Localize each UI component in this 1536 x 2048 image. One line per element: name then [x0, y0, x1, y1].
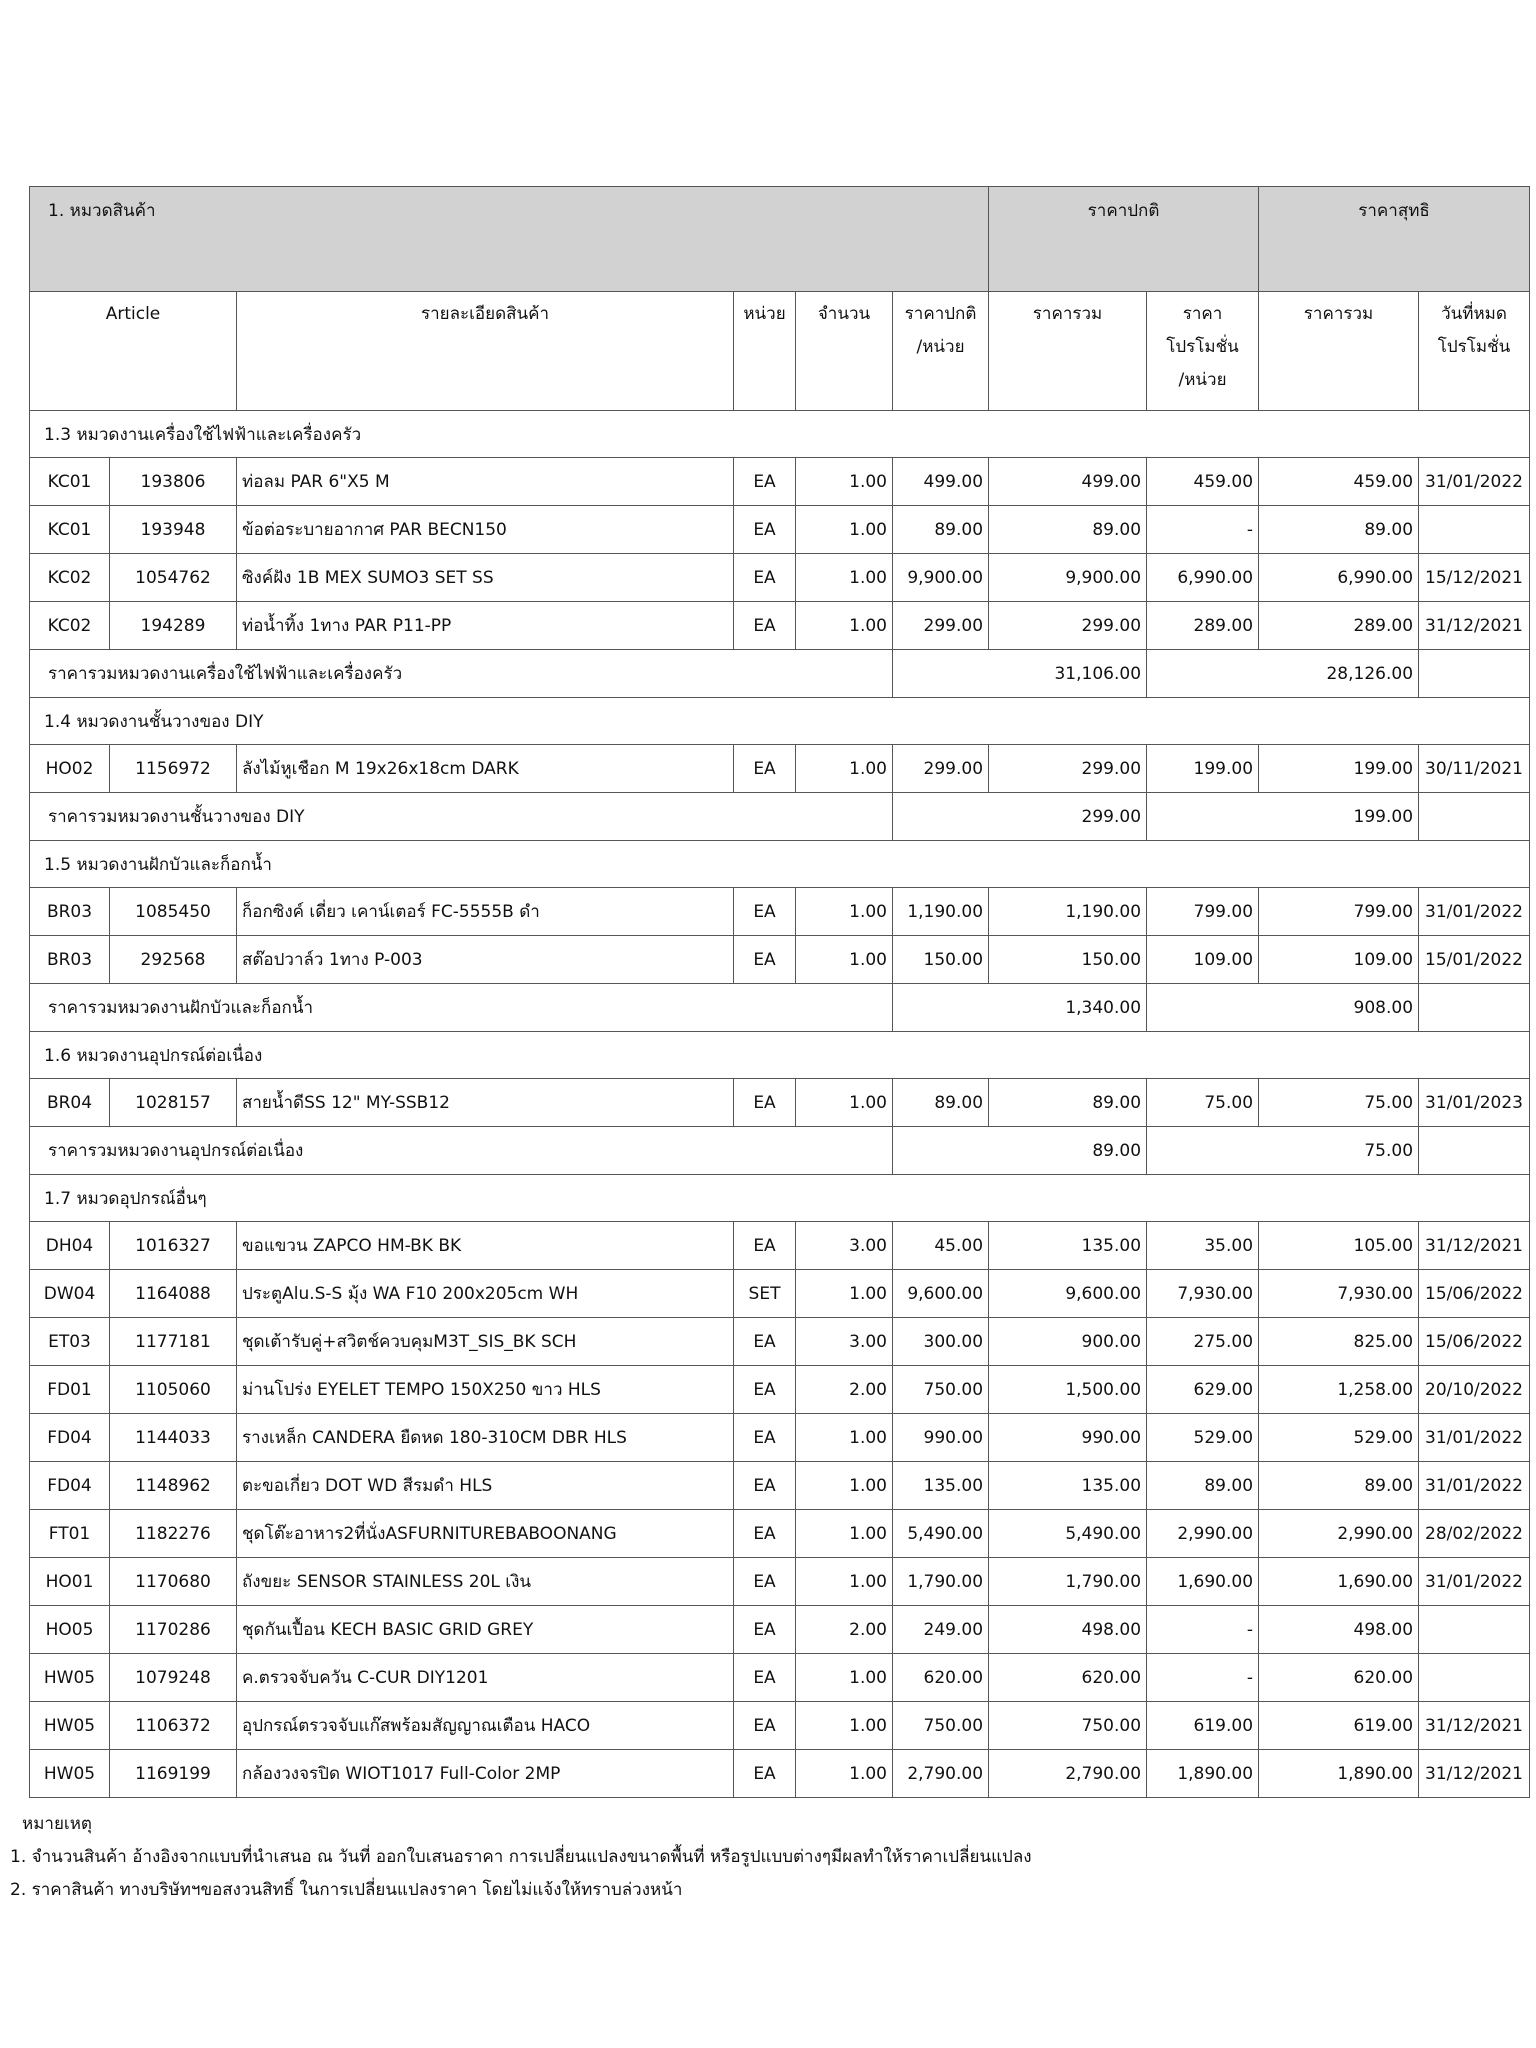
item-article: 1028157: [110, 1079, 237, 1127]
item-qty: 3.00: [796, 1222, 893, 1270]
category-title: 1.7 หมวดอุปกรณ์อื่นๆ: [30, 1175, 1530, 1222]
item-unit: EA: [734, 1222, 796, 1270]
item-unit-price: 990.00: [893, 1414, 989, 1462]
category-row: [30, 1032, 1530, 1079]
item-unit: EA: [734, 1079, 796, 1127]
item-unit: EA: [734, 936, 796, 984]
item-promo-end-date: 31/12/2021: [1419, 602, 1530, 650]
item-qty: 1.00: [796, 1702, 893, 1750]
item-unit-price: 2,790.00: [893, 1750, 989, 1798]
item-description: ท่อลม PAR 6"X5 M: [237, 458, 734, 506]
item-promo-end-date: 31/01/2022: [1419, 1414, 1530, 1462]
item-total: 1,190.00: [989, 888, 1147, 936]
item-total: 299.00: [989, 745, 1147, 793]
category-title: 1.5 หมวดงานฝักบัวและก็อกน้ำ: [30, 841, 1530, 888]
item-promo-end-date: 31/12/2021: [1419, 1222, 1530, 1270]
item-qty: 1.00: [796, 458, 893, 506]
subtotal-normal: 299.00: [893, 793, 1147, 841]
category-row: [30, 698, 1530, 745]
item-code: KC01: [30, 506, 110, 554]
item-qty: 1.00: [796, 1510, 893, 1558]
table-row: [30, 1654, 1530, 1702]
item-promo-end-date: 20/10/2022: [1419, 1366, 1530, 1414]
item-unit: EA: [734, 1510, 796, 1558]
subtotal-normal: 31,106.00: [893, 650, 1147, 698]
col-header-promo-end-date-line: โปรโมชั่น: [1437, 337, 1511, 357]
item-unit-price: 9,600.00: [893, 1270, 989, 1318]
item-promo-price: 289.00: [1147, 602, 1259, 650]
item-unit: EA: [734, 458, 796, 506]
item-qty: 1.00: [796, 1079, 893, 1127]
item-total: 5,490.00: [989, 1510, 1147, 1558]
subtotal-net: 28,126.00: [1147, 650, 1419, 698]
item-promo-price: 459.00: [1147, 458, 1259, 506]
item-qty: 1.00: [796, 554, 893, 602]
category-row: [30, 1175, 1530, 1222]
item-total: 89.00: [989, 1079, 1147, 1127]
subtotal-label: ราคารวมหมวดงานอุปกรณ์ต่อเนื่อง: [30, 1127, 893, 1175]
item-net-total: 199.00: [1259, 745, 1419, 793]
subtotal-row: [30, 1127, 1530, 1175]
item-total: 498.00: [989, 1606, 1147, 1654]
col-header-unit: หน่วย: [734, 292, 796, 411]
item-promo-end-date: 31/01/2022: [1419, 1462, 1530, 1510]
item-unit: EA: [734, 506, 796, 554]
item-unit: EA: [734, 1750, 796, 1798]
subtotal-label: ราคารวมหมวดงานเครื่องใช้ไฟฟ้าและเครื่องครัว: [30, 650, 893, 698]
subtotal-empty: [1419, 650, 1530, 698]
item-promo-price: 6,990.00: [1147, 554, 1259, 602]
item-unit-price: 299.00: [893, 602, 989, 650]
item-article: 1105060: [110, 1366, 237, 1414]
item-article: 1079248: [110, 1654, 237, 1702]
item-qty: 1.00: [796, 1654, 893, 1702]
table-row: [30, 554, 1530, 602]
subtotal-net: 199.00: [1147, 793, 1419, 841]
item-article: 1164088: [110, 1270, 237, 1318]
item-net-total: 529.00: [1259, 1414, 1419, 1462]
item-description: ข้อต่อระบายอากาศ PAR BECN150: [237, 506, 734, 554]
item-promo-price: 629.00: [1147, 1366, 1259, 1414]
item-promo-end-date: 15/12/2021: [1419, 554, 1530, 602]
net-price-group-header: ราคาสุทธิ: [1259, 187, 1530, 292]
group-header-row: [30, 187, 1530, 292]
item-promo-end-date: 31/01/2022: [1419, 888, 1530, 936]
table-row: [30, 1366, 1530, 1414]
col-header-promo-unit-price: [1147, 292, 1259, 411]
item-promo-end-date: 15/01/2022: [1419, 936, 1530, 984]
item-code: BR03: [30, 936, 110, 984]
subtotal-label: ราคารวมหมวดงานชั้นวางของ DIY: [30, 793, 893, 841]
item-code: KC01: [30, 458, 110, 506]
item-unit-price: 499.00: [893, 458, 989, 506]
col-header-promo-end-date-line: วันที่หมด: [1441, 304, 1507, 324]
item-qty: 1.00: [796, 745, 893, 793]
table-row: [30, 1222, 1530, 1270]
item-promo-price: 275.00: [1147, 1318, 1259, 1366]
item-description: ซิงค์ฝัง 1B MEX SUMO3 SET SS: [237, 554, 734, 602]
item-promo-end-date: 15/06/2022: [1419, 1270, 1530, 1318]
item-article: 1085450: [110, 888, 237, 936]
item-description: ชุดเต้ารับคู่+สวิตช์ควบคุมM3T_SIS_BK SCH: [237, 1318, 734, 1366]
item-article: 1170680: [110, 1558, 237, 1606]
item-promo-price: 1,890.00: [1147, 1750, 1259, 1798]
item-code: HO02: [30, 745, 110, 793]
item-description: ม่านโปร่ง EYELET TEMPO 150X250 ขาว HLS: [237, 1366, 734, 1414]
item-code: BR04: [30, 1079, 110, 1127]
item-unit-price: 249.00: [893, 1606, 989, 1654]
item-total: 89.00: [989, 506, 1147, 554]
col-header-qty: จำนวน: [796, 292, 893, 411]
item-total: 2,790.00: [989, 1750, 1147, 1798]
item-unit-price: 1,790.00: [893, 1558, 989, 1606]
item-promo-end-date: 31/12/2021: [1419, 1750, 1530, 1798]
item-unit-price: 620.00: [893, 1654, 989, 1702]
item-unit: EA: [734, 1366, 796, 1414]
item-total: 135.00: [989, 1462, 1147, 1510]
item-promo-end-date: 31/12/2021: [1419, 1702, 1530, 1750]
item-total: 299.00: [989, 602, 1147, 650]
item-description: ประตูAlu.S-S มุ้ง WA F10 200x205cm WH: [237, 1270, 734, 1318]
item-net-total: 619.00: [1259, 1702, 1419, 1750]
col-header-normal-unit-price-line: /หน่วย: [916, 337, 965, 357]
item-qty: 1.00: [796, 1750, 893, 1798]
item-unit: EA: [734, 554, 796, 602]
subtotal-empty: [1419, 793, 1530, 841]
item-total: 990.00: [989, 1414, 1147, 1462]
notes-title: หมายเหตุ: [22, 1814, 92, 1834]
col-header-promo-unit-price-line: โปรโมชั่น: [1166, 337, 1239, 357]
item-code: HW05: [30, 1750, 110, 1798]
item-qty: 2.00: [796, 1606, 893, 1654]
col-header-promo-unit-price-line: ราคา: [1182, 304, 1223, 324]
subtotal-row: [30, 984, 1530, 1032]
item-code: DW04: [30, 1270, 110, 1318]
item-code: KC02: [30, 554, 110, 602]
item-promo-price: 1,690.00: [1147, 1558, 1259, 1606]
note-line: 2. ราคาสินค้า ทางบริษัทฯขอสงวนสิทธิ์ ในการเปลี่ยนแปลงราคา โดยไม่แจ้งให้ทราบล่วงหน้า: [10, 1880, 683, 1900]
item-total: 499.00: [989, 458, 1147, 506]
item-unit-price: 89.00: [893, 1079, 989, 1127]
item-code: FT01: [30, 1510, 110, 1558]
item-description: ก็อกซิงค์ เดี่ยว เคาน์เตอร์ FC-5555B ดำ: [237, 888, 734, 936]
col-header-normal-unit-price-line: ราคาปกติ: [904, 304, 977, 324]
item-net-total: 1,890.00: [1259, 1750, 1419, 1798]
quotation-table: [29, 186, 1530, 1798]
item-article: 1106372: [110, 1702, 237, 1750]
item-code: HW05: [30, 1702, 110, 1750]
item-qty: 1.00: [796, 506, 893, 554]
item-total: 135.00: [989, 1222, 1147, 1270]
col-header-normal-total: ราคารวม: [989, 292, 1147, 411]
subtotal-normal: 89.00: [893, 1127, 1147, 1175]
item-article: 1177181: [110, 1318, 237, 1366]
subtotal-row: [30, 793, 1530, 841]
item-article: 1182276: [110, 1510, 237, 1558]
item-article: 193948: [110, 506, 237, 554]
item-promo-price: 199.00: [1147, 745, 1259, 793]
subtotal-net: 908.00: [1147, 984, 1419, 1032]
item-description: ลังไม้หูเชือก M 19x26x18cm DARK: [237, 745, 734, 793]
item-net-total: 1,690.00: [1259, 1558, 1419, 1606]
item-promo-end-date: [1419, 506, 1530, 554]
item-promo-end-date: 31/01/2022: [1419, 1558, 1530, 1606]
category-title: 1.4 หมวดงานชั้นวางของ DIY: [30, 698, 1530, 745]
item-unit-price: 45.00: [893, 1222, 989, 1270]
item-promo-price: 529.00: [1147, 1414, 1259, 1462]
item-unit-price: 299.00: [893, 745, 989, 793]
item-total: 620.00: [989, 1654, 1147, 1702]
item-unit-price: 1,190.00: [893, 888, 989, 936]
item-net-total: 109.00: [1259, 936, 1419, 984]
item-total: 1,790.00: [989, 1558, 1147, 1606]
item-total: 750.00: [989, 1702, 1147, 1750]
item-promo-price: -: [1147, 1606, 1259, 1654]
subtotal-row: [30, 650, 1530, 698]
item-qty: 1.00: [796, 936, 893, 984]
item-promo-price: -: [1147, 1654, 1259, 1702]
item-promo-end-date: [1419, 1606, 1530, 1654]
item-qty: 1.00: [796, 1558, 893, 1606]
item-unit-price: 750.00: [893, 1702, 989, 1750]
table-row: [30, 1079, 1530, 1127]
subtotal-label: ราคารวมหมวดงานฝักบัวและก็อกน้ำ: [30, 984, 893, 1032]
item-code: HW05: [30, 1654, 110, 1702]
subtotal-net: 75.00: [1147, 1127, 1419, 1175]
item-code: HO05: [30, 1606, 110, 1654]
item-total: 9,600.00: [989, 1270, 1147, 1318]
category-row: [30, 411, 1530, 458]
item-qty: 1.00: [796, 1414, 893, 1462]
item-unit: EA: [734, 1654, 796, 1702]
item-total: 150.00: [989, 936, 1147, 984]
item-promo-price: 2,990.00: [1147, 1510, 1259, 1558]
item-net-total: 75.00: [1259, 1079, 1419, 1127]
item-article: 292568: [110, 936, 237, 984]
item-description: สายน้ำดีSS 12" MY-SSB12: [237, 1079, 734, 1127]
category-title: 1.3 หมวดงานเครื่องใช้ไฟฟ้าและเครื่องครัว: [30, 411, 1530, 458]
item-net-total: 89.00: [1259, 1462, 1419, 1510]
table-row: [30, 506, 1530, 554]
item-unit: EA: [734, 602, 796, 650]
column-header-row: [30, 292, 1530, 411]
item-unit: EA: [734, 888, 796, 936]
table-row: [30, 1462, 1530, 1510]
item-unit: EA: [734, 745, 796, 793]
item-unit-price: 5,490.00: [893, 1510, 989, 1558]
item-net-total: 2,990.00: [1259, 1510, 1419, 1558]
item-code: ET03: [30, 1318, 110, 1366]
category-row: [30, 841, 1530, 888]
item-unit: EA: [734, 1414, 796, 1462]
item-unit-price: 150.00: [893, 936, 989, 984]
item-unit: EA: [734, 1318, 796, 1366]
item-unit-price: 750.00: [893, 1366, 989, 1414]
item-code: FD04: [30, 1462, 110, 1510]
col-header-promo-unit-price-line: /หน่วย: [1178, 370, 1227, 390]
item-unit: SET: [734, 1270, 796, 1318]
subtotal-empty: [1419, 1127, 1530, 1175]
item-description: อุปกรณ์ตรวจจับแก๊สพร้อมสัญญาณเตือน HACO: [237, 1702, 734, 1750]
item-net-total: 105.00: [1259, 1222, 1419, 1270]
item-description: ท่อน้ำทิ้ง 1ทาง PAR P11-PP: [237, 602, 734, 650]
item-qty: 3.00: [796, 1318, 893, 1366]
item-code: DH04: [30, 1222, 110, 1270]
item-net-total: 289.00: [1259, 602, 1419, 650]
item-total: 900.00: [989, 1318, 1147, 1366]
item-promo-price: -: [1147, 506, 1259, 554]
item-promo-end-date: 15/06/2022: [1419, 1318, 1530, 1366]
table-row: [30, 1510, 1530, 1558]
item-description: สต๊อปวาล์ว 1ทาง P-003: [237, 936, 734, 984]
table-row: [30, 1558, 1530, 1606]
table-row: [30, 1702, 1530, 1750]
item-promo-price: 35.00: [1147, 1222, 1259, 1270]
item-promo-price: 799.00: [1147, 888, 1259, 936]
item-qty: 1.00: [796, 1462, 893, 1510]
item-promo-price: 75.00: [1147, 1079, 1259, 1127]
item-article: 193806: [110, 458, 237, 506]
item-total: 9,900.00: [989, 554, 1147, 602]
table-row: [30, 745, 1530, 793]
item-net-total: 498.00: [1259, 1606, 1419, 1654]
item-description: กล้องวงจรปิด WIOT1017 Full-Color 2MP: [237, 1750, 734, 1798]
normal-price-group-header: ราคาปกติ: [989, 187, 1259, 292]
item-net-total: 825.00: [1259, 1318, 1419, 1366]
note-line: 1. จำนวนสินค้า อ้างอิงจากแบบที่นำเสนอ ณ วันที่ ออกใบเสนอราคา การเปลี่ยนแปลงขนาดพื้นที่ หรือรูปแบบต่างๆมีผลทำให้ราคาเปลี่ยนแปลง: [10, 1847, 1032, 1867]
table-row: [30, 1414, 1530, 1462]
category-title: 1.6 หมวดงานอุปกรณ์ต่อเนื่อง: [30, 1032, 1530, 1079]
table-row: [30, 1318, 1530, 1366]
item-unit: EA: [734, 1462, 796, 1510]
item-promo-price: 109.00: [1147, 936, 1259, 984]
item-description: ถังขยะ SENSOR STAINLESS 20L เงิน: [237, 1558, 734, 1606]
table-row: [30, 602, 1530, 650]
item-code: FD04: [30, 1414, 110, 1462]
col-header-article: Article: [30, 292, 237, 411]
item-total: 1,500.00: [989, 1366, 1147, 1414]
item-promo-end-date: 31/01/2023: [1419, 1079, 1530, 1127]
table-row: [30, 888, 1530, 936]
item-description: ชุดกันเปื้อน KECH BASIC GRID GREY: [237, 1606, 734, 1654]
table-row: [30, 936, 1530, 984]
group-title: 1. หมวดสินค้า: [30, 187, 989, 292]
item-promo-price: 89.00: [1147, 1462, 1259, 1510]
item-promo-end-date: 30/11/2021: [1419, 745, 1530, 793]
item-article: 1170286: [110, 1606, 237, 1654]
item-article: 1054762: [110, 554, 237, 602]
item-net-total: 1,258.00: [1259, 1366, 1419, 1414]
item-promo-end-date: 28/02/2022: [1419, 1510, 1530, 1558]
item-promo-end-date: 31/01/2022: [1419, 458, 1530, 506]
item-net-total: 620.00: [1259, 1654, 1419, 1702]
item-net-total: 7,930.00: [1259, 1270, 1419, 1318]
table-row: [30, 1606, 1530, 1654]
notes: [10, 1808, 1032, 1907]
table-row: [30, 1270, 1530, 1318]
item-unit-price: 135.00: [893, 1462, 989, 1510]
item-article: 1016327: [110, 1222, 237, 1270]
item-description: ตะขอเกี่ยว DOT WD สีรมดำ HLS: [237, 1462, 734, 1510]
col-header-promo-end-date: [1419, 292, 1530, 411]
item-qty: 1.00: [796, 602, 893, 650]
item-unit-price: 9,900.00: [893, 554, 989, 602]
item-unit-price: 300.00: [893, 1318, 989, 1366]
item-article: 1148962: [110, 1462, 237, 1510]
subtotal-normal: 1,340.00: [893, 984, 1147, 1032]
item-unit: EA: [734, 1558, 796, 1606]
col-header-description: รายละเอียดสินค้า: [237, 292, 734, 411]
table-row: [30, 458, 1530, 506]
item-qty: 2.00: [796, 1366, 893, 1414]
item-promo-price: 7,930.00: [1147, 1270, 1259, 1318]
item-code: FD01: [30, 1366, 110, 1414]
item-article: 1156972: [110, 745, 237, 793]
item-qty: 1.00: [796, 888, 893, 936]
subtotal-empty: [1419, 984, 1530, 1032]
item-net-total: 799.00: [1259, 888, 1419, 936]
item-description: ขอแขวน ZAPCO HM-BK BK: [237, 1222, 734, 1270]
item-unit-price: 89.00: [893, 506, 989, 554]
item-description: รางเหล็ก CANDERA ยืดหด 180-310CM DBR HLS: [237, 1414, 734, 1462]
item-promo-end-date: [1419, 1654, 1530, 1702]
item-net-total: 6,990.00: [1259, 554, 1419, 602]
item-qty: 1.00: [796, 1270, 893, 1318]
item-description: ชุดโต๊ะอาหาร2ที่นั่งASFURNITUREBABOONANG: [237, 1510, 734, 1558]
item-article: 1169199: [110, 1750, 237, 1798]
col-header-net-total: ราคารวม: [1259, 292, 1419, 411]
item-promo-price: 619.00: [1147, 1702, 1259, 1750]
item-net-total: 459.00: [1259, 458, 1419, 506]
item-article: 1144033: [110, 1414, 237, 1462]
item-code: BR03: [30, 888, 110, 936]
item-description: ค.ตรวจจับควัน C-CUR DIY1201: [237, 1654, 734, 1702]
item-article: 194289: [110, 602, 237, 650]
item-code: HO01: [30, 1558, 110, 1606]
item-code: KC02: [30, 602, 110, 650]
item-unit: EA: [734, 1702, 796, 1750]
item-unit: EA: [734, 1606, 796, 1654]
item-net-total: 89.00: [1259, 506, 1419, 554]
col-header-normal-unit-price: [893, 292, 989, 411]
table-row: [30, 1750, 1530, 1798]
